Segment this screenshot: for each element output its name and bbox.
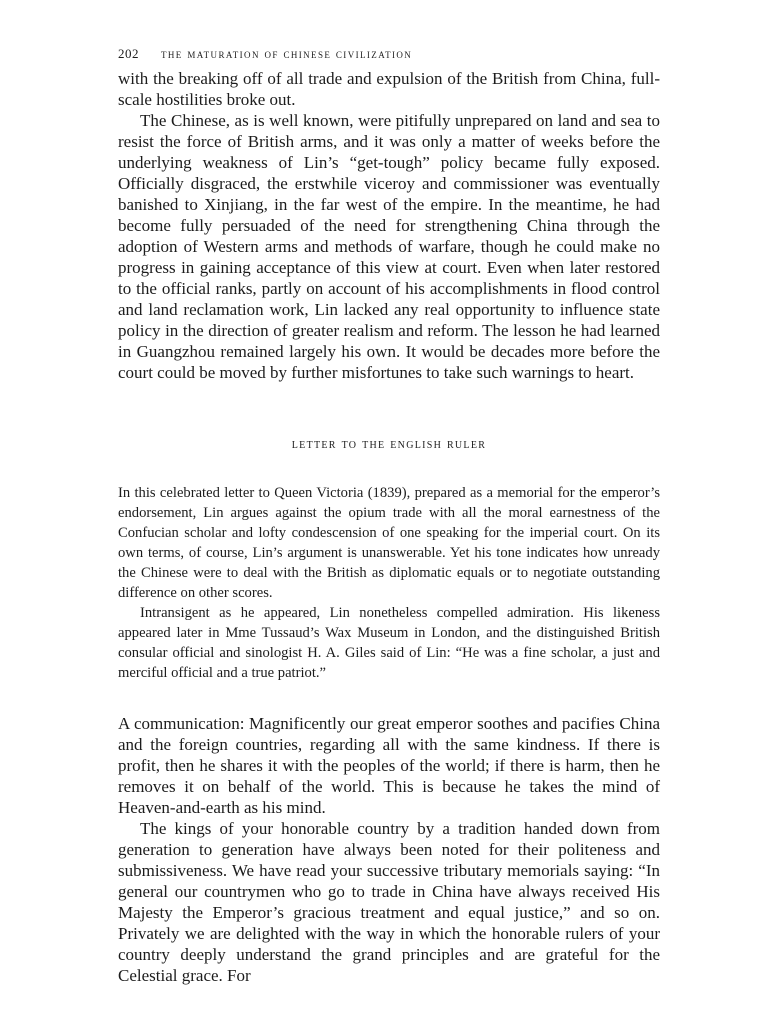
intro-paragraph-1: In this celebrated letter to Queen Victoria (1839), prepared as a memorial for the emperor’s endorsement, Lin argues against the opium trade with all the moral earnestness of the Confucian scholar and lofty condescension of one speaking for the imperial court. On its own terms, of course, Lin’s argument is unanswerable. Yet his tone indicates how unready the Chinese were to deal with the British as diplomatic equals or to negotiate outstanding difference on other scores. (118, 485, 660, 601)
book-page (118, 46, 660, 986)
letter-paragraph-2: The kings of your honorable country by a tradition handed down from generation to generation have always been noted for their politeness and submissiveness. We have read your successive tributary memorials saying: “In general our countrymen who go to trade in China have always received His Majesty the Emperor’s gracious treatment and equal justice,” and so on. Privately we are delighted with the way in which the honorable rulers of your country deeply understand the grand principles and are grateful for the Celestial grace. For (118, 819, 660, 985)
paragraph-1: with the breaking off of all trade and expulsion of the British from China, full-scale hostilities broke out. (118, 69, 660, 109)
intro-paragraph-2: Intransigent as he appeared, Lin nonetheless compelled admiration. His likeness appeared later in Mme Tussaud’s Wax Museum in London, and the distinguished British consular official and sinologist H. A. Giles said of Lin: “He was a fine scholar, a just and merciful official and a true patriot.” (118, 605, 660, 681)
section-heading: letter to the english ruler (291, 437, 487, 452)
editor-introduction (118, 483, 660, 683)
letter-text (118, 713, 660, 986)
letter-paragraph-1: A communication: Magnificently our great emperor soothes and pacifies China and the foreign countries, regarding all with the same kindness. If there is profit, then he shares it with the peoples of the world; if there is harm, then he removes it on behalf of the world. This is because he takes the mind of Heaven-and-earth as his mind. (118, 714, 660, 817)
paragraph-2: The Chinese, as is well known, were pitifully unprepared on land and sea to resist the force of British arms, and it was only a matter of weeks before the underlying weakness of Lin’s “get-tough” policy became fully exposed. Officially disgraced, the erstwhile viceroy and commissioner was eventually banished to Xinjiang, in the far west of the empire. In the meantime, he had become fully persuaded of the need for strengthening China through the adoption of Western arms and methods of warfare, though he could make no progress in gaining acceptance of this view at court. Even when later restored to the official ranks, partly on account of his accomplishments in flood control and land reclamation work, Lin lacked any real opportunity to influence state policy in the direction of greater realism and reform. The lesson he had learned in Guangzhou remained largely his own. It would be decades more before the court could be moved by further misfortunes to take such warnings to heart. (118, 111, 660, 382)
page-number: 202 (118, 46, 139, 61)
main-text (118, 68, 660, 383)
running-head-title: the maturation of chinese civilization (161, 46, 413, 61)
running-head (118, 46, 660, 62)
